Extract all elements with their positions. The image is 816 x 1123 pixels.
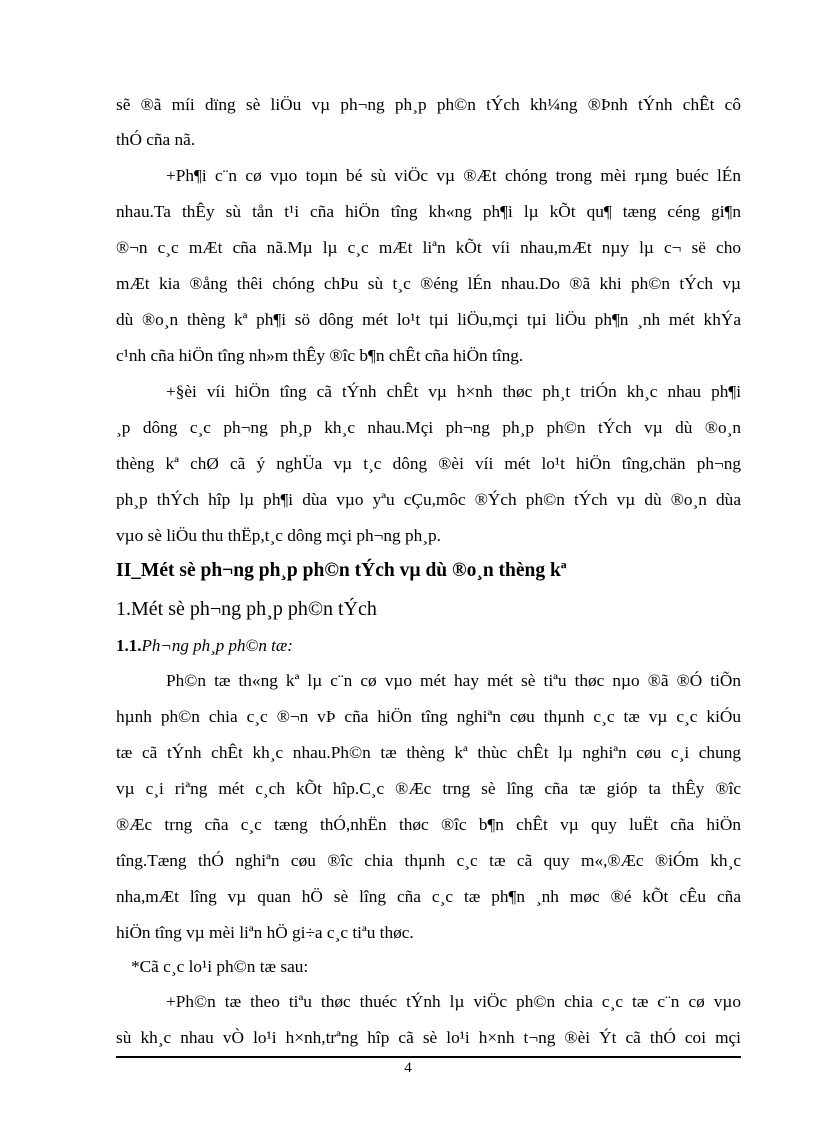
paragraph-line: sù kh¸c nhau vÒ lo¹i h×nh,trªng hîp cã sè lo¹i h×nh t¬ng ®èi Ýt cã thÓ coi mçi <box>116 1028 741 1047</box>
subsubsection-title: Ph¬ng ph¸p ph©n tæ: <box>141 636 293 655</box>
paragraph-line: ph¸p thÝch hîp lµ ph¶i dùa vµo yªu cÇu,môc ®Ých ph©n tÝch vµ dù ®o¸n dùa <box>116 490 741 509</box>
paragraph-line: +Ph©n tæ theo tiªu thøc thuéc tÝnh lµ viÖc ph©n chia c¸c tæ c¨n cø vµo <box>166 992 741 1011</box>
paragraph-line: nha,mÆt lîng vµ quan hÖ sè lîng cña c¸c tæ ph¶n ¸nh møc ®é kÕt cÊu cña <box>116 887 741 906</box>
paragraph-line: ¸p dông c¸c ph¬ng ph¸p kh¸c nhau.Mçi ph¬ng ph¸p ph©n tÝch vµ dù ®o¸n <box>116 418 741 437</box>
paragraph-line: vµo sè liÖu thu thËp,t¸c dông mçi ph¬ng ph¸p. <box>116 526 441 545</box>
paragraph-line: tæ cã tÝnh chÊt kh¸c nhau.Ph©n tæ thèng kª thùc chÊt lµ nghiªn cøu c¸i chung <box>116 743 741 762</box>
subsubsection-number: 1.1. <box>116 636 142 655</box>
paragraph-line: ®¬n c¸c mÆt cña nã.Mµ lµ c¸c mÆt liªn kÕt víi nhau,mÆt nµy lµ c¬ së cho <box>116 238 741 257</box>
paragraph-line: mÆt kia ®ång thêi chóng chÞu sù t¸c ®éng lÉn nhau.Do ®ã khi ph©n tÝch vµ <box>116 274 741 293</box>
paragraph-line: hiÖn tîng vµ mèi liªn hÖ gi÷a c¸c tiªu thøc. <box>116 923 414 942</box>
paragraph-line: hµnh ph©n chia c¸c ®¬n vÞ cña hiÖn tîng nghiªn cøu thµnh c¸c tæ vµ c¸c kiÓu <box>116 707 741 726</box>
paragraph-line: sẽ ®ã míi dïng sè liÖu vµ ph¬ng ph¸p ph©n tÝch kh¼ng ®Þnh tÝnh chÊt cô <box>116 95 741 114</box>
paragraph-line: tîng.Tæng thÓ nghiªn cøu ®îc chia thµnh c¸c tæ cã quy m«,®Æc ®iÓm kh¸c <box>116 851 741 870</box>
subsubsection-heading <box>116 635 741 657</box>
paragraph-line: dù ®o¸n thèng kª ph¶i sö dông mét lo¹t tµi liÖu,mçi tµi liÖu ph¶n ¸nh mét khÝa <box>116 310 741 329</box>
paragraph-line: +§èi víi hiÖn tîng cã tÝnh chÊt vµ h×nh thøc ph¸t triÓn kh¸c nhau ph¶i <box>166 382 741 401</box>
section-heading: II_Mét sè ph¬ng ph¸p ph©n tÝch vµ dù ®o¸n thèng kª <box>116 560 567 581</box>
paragraph-line: Ph©n tæ th«ng kª lµ c¨n cø vµo mét hay mét sè tiªu thøc nµo ®ã ®Ó tiÕn <box>166 671 741 690</box>
subsection-heading: 1.Mét sè ph¬ng ph¸p ph©n tÝch <box>116 598 377 620</box>
paragraph-line: ®Æc trng cña c¸c tæng thÓ,nhËn thøc ®îc b¶n chÊt vµ quy luËt cña hiÖn <box>116 815 741 834</box>
page-number: 4 <box>404 1060 412 1076</box>
paragraph-line: thèng kª chØ cã ý nghÜa vµ t¸c dông ®èi víi mét lo¹t hiÖn tîng,chän ph¬ng <box>116 454 741 473</box>
paragraph-line: c¹nh cña hiÖn tîng nh»m thÊy ®îc b¶n chÊt cña hiÖn tîng. <box>116 346 524 365</box>
footer-rule <box>116 1056 741 1058</box>
paragraph-line: nhau.Ta thÊy sù tån t¹i cña hiÖn tîng kh«ng ph¶i lµ kÕt qu¶ tæng céng gi¶n <box>116 202 741 221</box>
paragraph-line: vµ c¸i riªng mét c¸ch kÕt hîp.C¸c ®Æc trng sè lîng cña tæ gióp ta thÊy ®îc <box>116 779 741 798</box>
paragraph-line: +Ph¶i c¨n cø vµo toµn bé sù viÖc vµ ®Æt chóng trong mèi rµng buéc lÉn <box>166 166 741 185</box>
paragraph-line: thÓ cña nã. <box>116 130 196 149</box>
list-heading: *Cã c¸c lo¹i ph©n tæ sau: <box>131 957 309 976</box>
